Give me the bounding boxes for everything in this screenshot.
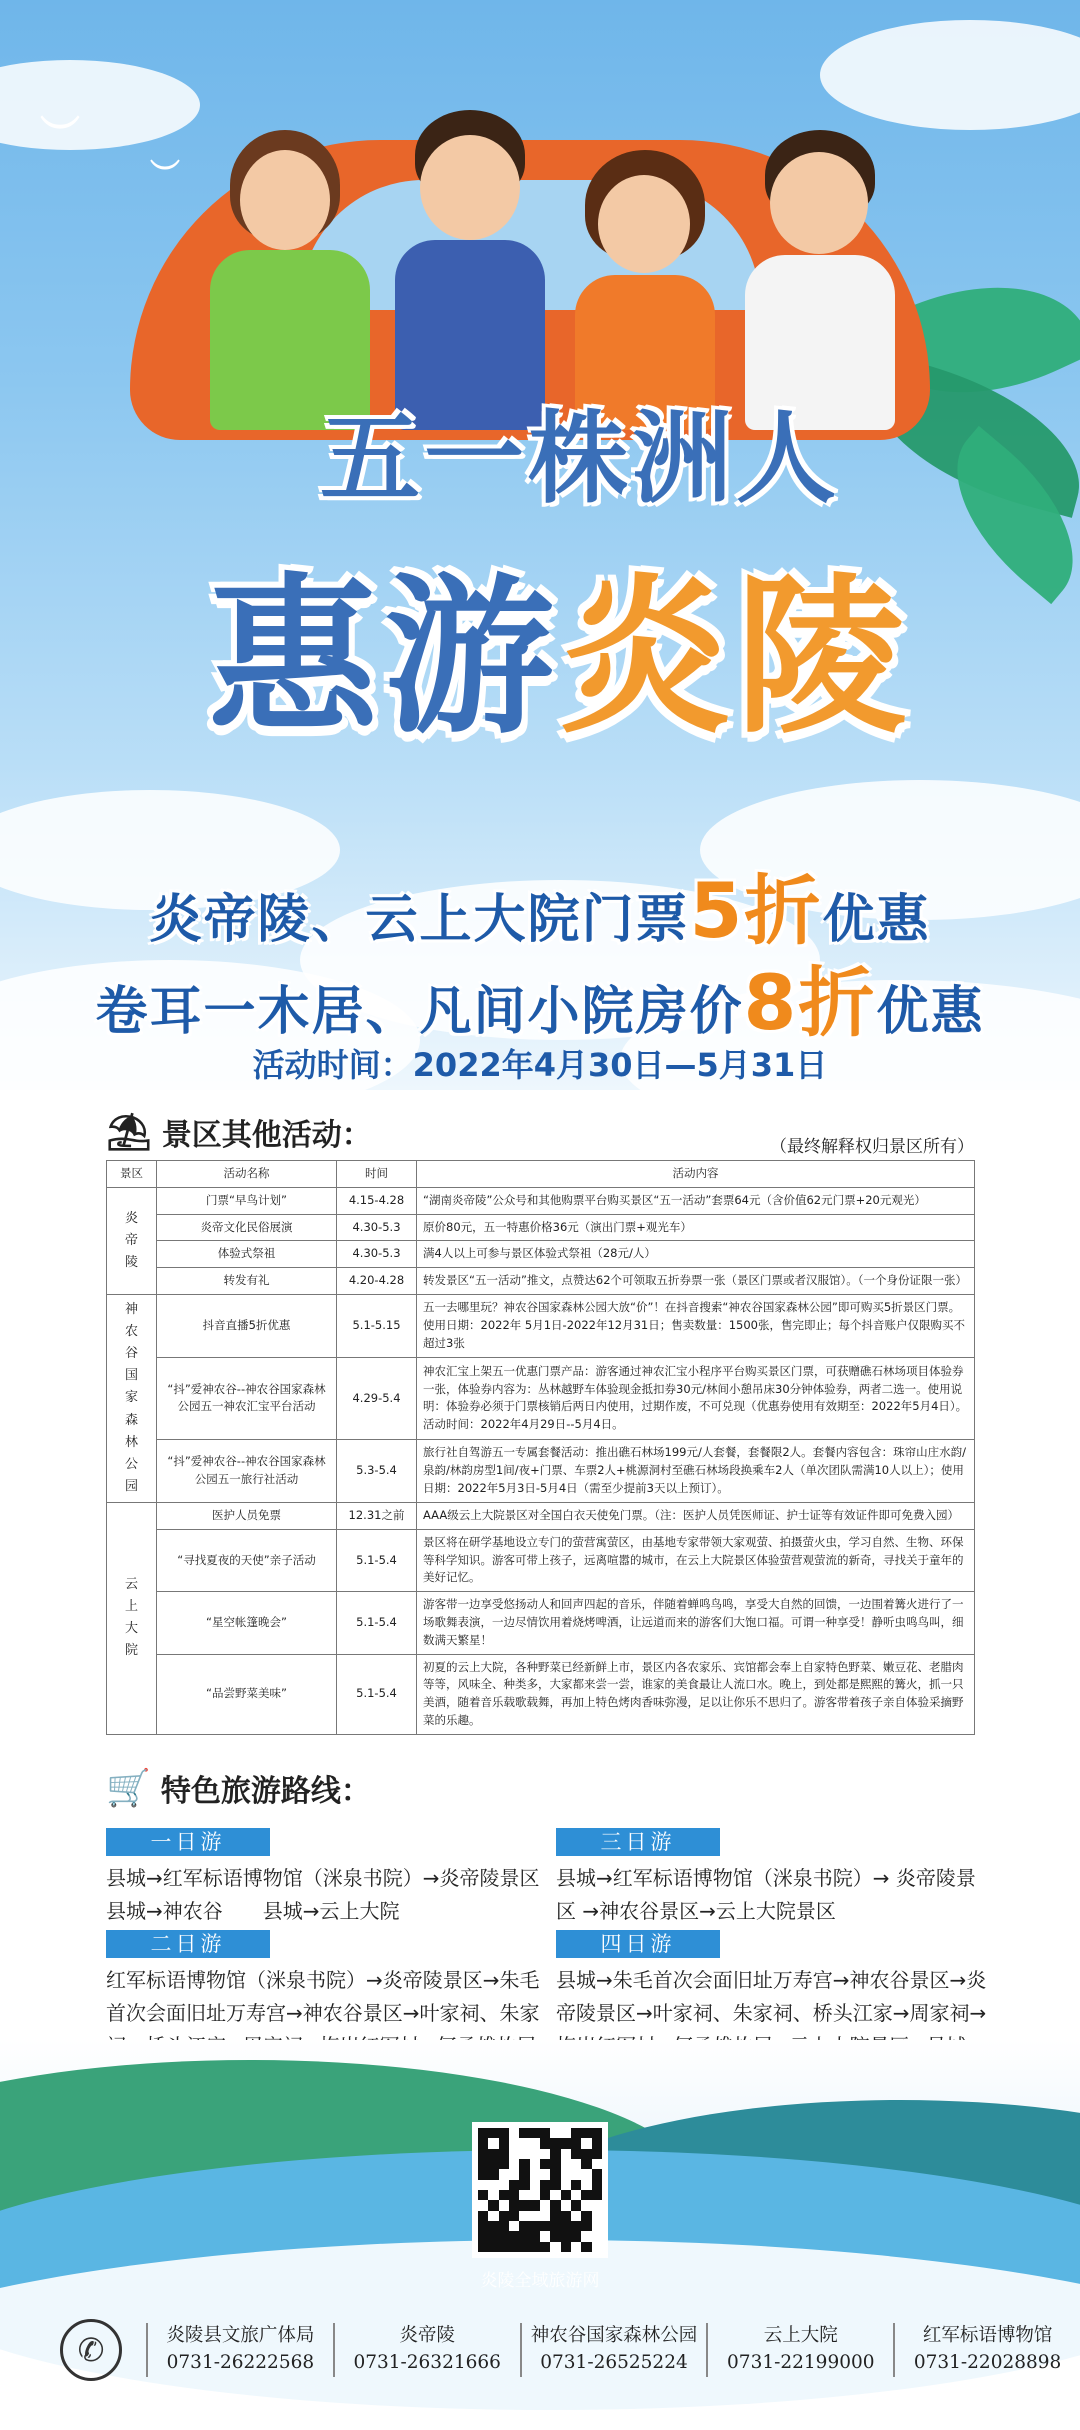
route-text: 红军标语博物馆（洣泉书院）→炎帝陵景区→朱毛首次会面旧址万寿宫→神农谷景区→叶家祠、朱家 — [106, 1968, 540, 2025]
table-row — [107, 1241, 975, 1268]
area-cell: 神农谷国家森林公园 — [107, 1295, 157, 1503]
contact-name: 神农谷国家森林公园 — [530, 2325, 698, 2347]
contact-item — [520, 2323, 707, 2377]
headline-line1: 五一株洲人 — [320, 400, 840, 517]
activity-content: AAA级云上大院景区对全国白衣天使免门票。（注：医护人员凭医师证、护士证等有效证件即可免费入园） — [417, 1502, 975, 1529]
contact-name: 炎陵县文旅广体局 — [166, 2325, 315, 2347]
route-text: 县城→红军标语博物馆（洣泉书院）→炎帝陵景区县城→神农谷 县城→云上大院 — [106, 1866, 540, 1923]
table-row — [107, 1295, 975, 1358]
activity-name: 医护人员免票 — [157, 1502, 337, 1529]
activity-name: “抖”爱神农谷--神农谷国家森林公园五一旅行社活动 — [157, 1439, 337, 1502]
hero-banner — [0, 0, 1080, 1090]
contact-phone[interactable]: 0731-26222568 — [166, 2352, 315, 2373]
table-header: 景区 — [107, 1161, 157, 1188]
activity-content: 初夏的云上大院，各种野菜已经新鲜上市，景区内各农家乐、宾馆都会奉上自家特色野菜、嫩豆花、老腊肉等等，风味全、种类多，大家都来尝一尝，谁家的美食最让人流口水。晚上，到处都是熙熙的篝火，抓一只美酒，随着音乐载歌载舞，再加上特色烤肉香味弥漫，足以让你乐不思归了。游客带着孩子亲自体验采摘野菜的乐趣。 — [417, 1654, 975, 1734]
activity-name: 体验式祭祖 — [157, 1241, 337, 1268]
activity-content: 游客带一边享受悠扬动人和回声四起的音乐，伴随着蝉鸣鸟鸣，享受大自然的回馈，一边围着篝火进行了一场歌舞表演，一边尽情饮用着烧烤啤酒，让远道而来的游客们大饱口福。可谓一种享受！静听虫鸣鸟叫，细数满天繁星！ — [417, 1592, 975, 1654]
headline-line2 — [110, 520, 1010, 765]
activity-time-cell: 5.1-5.4 — [337, 1529, 417, 1591]
bird-icon: ︶ — [150, 158, 180, 193]
activity-time-cell: 5.1-5.4 — [337, 1592, 417, 1654]
route-tag: 三日游 — [556, 1828, 720, 1856]
activity-time-cell: 4.30-5.3 — [337, 1241, 417, 1268]
qr-label: 炎陵全域旅游网 — [480, 2271, 600, 2291]
cart-icon: 🛒 — [106, 1768, 151, 1809]
activity-content: 旅行社自驾游五一专属套餐活动：推出礁石林场199元/人套餐，套餐限2人。套餐内容包含：珠帘山庄水韵/泉韵/林韵房型1间/夜+门票、车票2人+桃源洞村至礁石林场段换乘车2人（单次团队需满10人以上）；使用日期：2022年5月3日-5月4日（需至少提前3天以上预订）。 — [417, 1439, 975, 1502]
contact-phone[interactable]: 0731-22028898 — [913, 2352, 1062, 2373]
headline-blue: 惠游 — [207, 559, 560, 757]
activity-content: 五一去哪里玩？神农谷国家森林公园大放“价”！在抖音搜索“神农谷国家森林公园”即可购买5折景区门票。使用日期：2022年 5月1日-2022年12月31日；售卖数量：1500张，售完即止；每个抖音账户仅限购买不超过3张 — [417, 1295, 975, 1358]
promo-room — [0, 942, 1080, 1051]
phone-icon: ✆ — [60, 2319, 122, 2381]
contact-phone[interactable]: 0731-22199000 — [727, 2352, 875, 2373]
promo-text: 优惠 — [876, 982, 985, 1042]
table-row — [107, 1214, 975, 1241]
contact-item — [706, 2323, 893, 2377]
activities-title — [106, 1110, 372, 1154]
contacts-bar — [0, 2300, 1080, 2400]
qr-code[interactable] — [472, 2122, 608, 2258]
activity-name: “品尝野菜美味” — [157, 1654, 337, 1734]
route-tag: 四日游 — [556, 1930, 720, 1958]
table-row — [107, 1187, 975, 1214]
activity-time-cell: 5.3-5.4 — [337, 1439, 417, 1502]
activity-name: 转发有礼 — [157, 1268, 337, 1295]
activity-time-cell: 4.29-5.4 — [337, 1358, 417, 1439]
contact-item — [893, 2323, 1080, 2377]
route-item — [556, 1828, 992, 1928]
rights-note: （最终解释权归景区所有） — [770, 1137, 974, 1157]
promo-text: 优惠 — [822, 890, 931, 950]
contact-name: 云上大院 — [763, 2325, 838, 2347]
route-tag: 二日游 — [106, 1930, 270, 1958]
activities-table — [106, 1160, 975, 1735]
bird-icon: ︶ — [40, 113, 80, 159]
activity-time-cell: 5.1-5.15 — [337, 1295, 417, 1358]
activity-content: 转发景区“五一活动”推文，点赞达62个可领取五折券票一张（景区门票或者汉服馆）。（一个身份证限一张） — [417, 1268, 975, 1295]
activity-name: “星空帐篷晚会” — [157, 1592, 337, 1654]
activity-time: 活动时间：2022年4月30日—5月31日 — [252, 1046, 828, 1084]
table-row — [107, 1592, 975, 1654]
activity-time-cell: 4.20-4.28 — [337, 1268, 417, 1295]
route-item — [106, 1828, 542, 1928]
route-text: 县城→红军标语博物馆（洣泉书院）→ 炎帝陵景区 →神农谷景区→云上大院景区 — [556, 1866, 976, 1923]
contact-phone[interactable]: 0731-26321666 — [353, 2352, 501, 2373]
contact-name: 红军标语博物馆 — [922, 2325, 1053, 2347]
activity-time-cell: 4.15-4.28 — [337, 1187, 417, 1214]
activity-name: 门票“早鸟计划” — [157, 1187, 337, 1214]
contact-phone[interactable]: 0731-26525224 — [540, 2352, 688, 2373]
table-row — [107, 1529, 975, 1591]
table-row — [107, 1654, 975, 1734]
table-header: 活动名称 — [157, 1161, 337, 1188]
table-row — [107, 1502, 975, 1529]
contact-name: 炎帝陵 — [399, 2325, 455, 2347]
route-tag: 一日游 — [106, 1828, 270, 1856]
activity-content: 满4人以上可参与景区体验式祭祖（28元/人） — [417, 1241, 975, 1268]
contact-item — [146, 2323, 333, 2377]
table-header: 活动内容 — [417, 1161, 975, 1188]
table-header: 时间 — [337, 1161, 417, 1188]
table-row — [107, 1268, 975, 1295]
activity-name: 炎帝文化民俗展演 — [157, 1214, 337, 1241]
routes-title — [106, 1766, 371, 1810]
routes-title-text: 特色旅游路线： — [160, 1774, 371, 1809]
activity-content: “湖南炎帝陵”公众号和其他购票平台购买景区“五一活动”套票64元（含价值62元门票+20元观光） — [417, 1187, 975, 1214]
promo-text: 卷耳一木居、凡间小院房价 — [95, 982, 744, 1042]
promo-text: 炎帝陵、云上大院门票 — [149, 890, 690, 950]
promo-discount: 5折 — [689, 866, 823, 955]
table-row — [107, 1439, 975, 1502]
area-cell: 云上大院 — [107, 1502, 157, 1734]
activity-content: 景区将在研学基地设立专门的萤营寓萤区，由基地专家带领大家观萤、拍摄萤火虫，学习自然、生物、环保等科学知识。游客可带上孩子，远离喧嚣的城市，在云上大院景区体验萤营观萤流的新奇，寻找关于童年的美好记忆。 — [417, 1529, 975, 1591]
route-text: 县城→朱毛首次会面旧址万寿宫→神农谷景区→炎帝陵景区→叶家祠、朱家祠、桥头江家→周家祠→ — [556, 1968, 987, 2025]
activity-content: 神农汇宝上架五一优惠门票产品：游客通过神农汇宝小程序平台购买景区门票，可获赠礁石林场项目体验券一张，体验券内容为：丛林越野车体验现金抵扣券30元/林间小憩吊床30分钟体验券，两者二选一。使用说明：体验券必须于门票核销后两日内使用，过期作废，不可兑现（优惠券使用有效期至：2022年5月4日）。活动时间：2022年4月29日--5月4日。 — [417, 1358, 975, 1439]
contact-item — [333, 2323, 520, 2377]
activity-time-cell: 4.30-5.3 — [337, 1214, 417, 1241]
headline-orange: 炎陵 — [560, 559, 913, 757]
activity-time-cell: 12.31之前 — [337, 1502, 417, 1529]
activity-content: 原价80元，五一特惠价格36元（演出门票+观光车） — [417, 1214, 975, 1241]
activity-name: “抖”爱神农谷--神农谷国家森林公园五一神农汇宝平台活动 — [157, 1358, 337, 1439]
activity-name: “寻找夏夜的天使”亲子活动 — [157, 1529, 337, 1591]
table-row — [107, 1358, 975, 1439]
area-cell: 炎帝陵 — [107, 1187, 157, 1294]
activities-title-text: 景区其他活动： — [161, 1118, 372, 1153]
activity-name: 抖音直播5折优惠 — [157, 1295, 337, 1358]
activity-time-cell: 5.1-5.4 — [337, 1654, 417, 1734]
sun-beach-icon: ⛱ — [106, 1112, 152, 1153]
promo-discount: 8折 — [743, 958, 877, 1047]
